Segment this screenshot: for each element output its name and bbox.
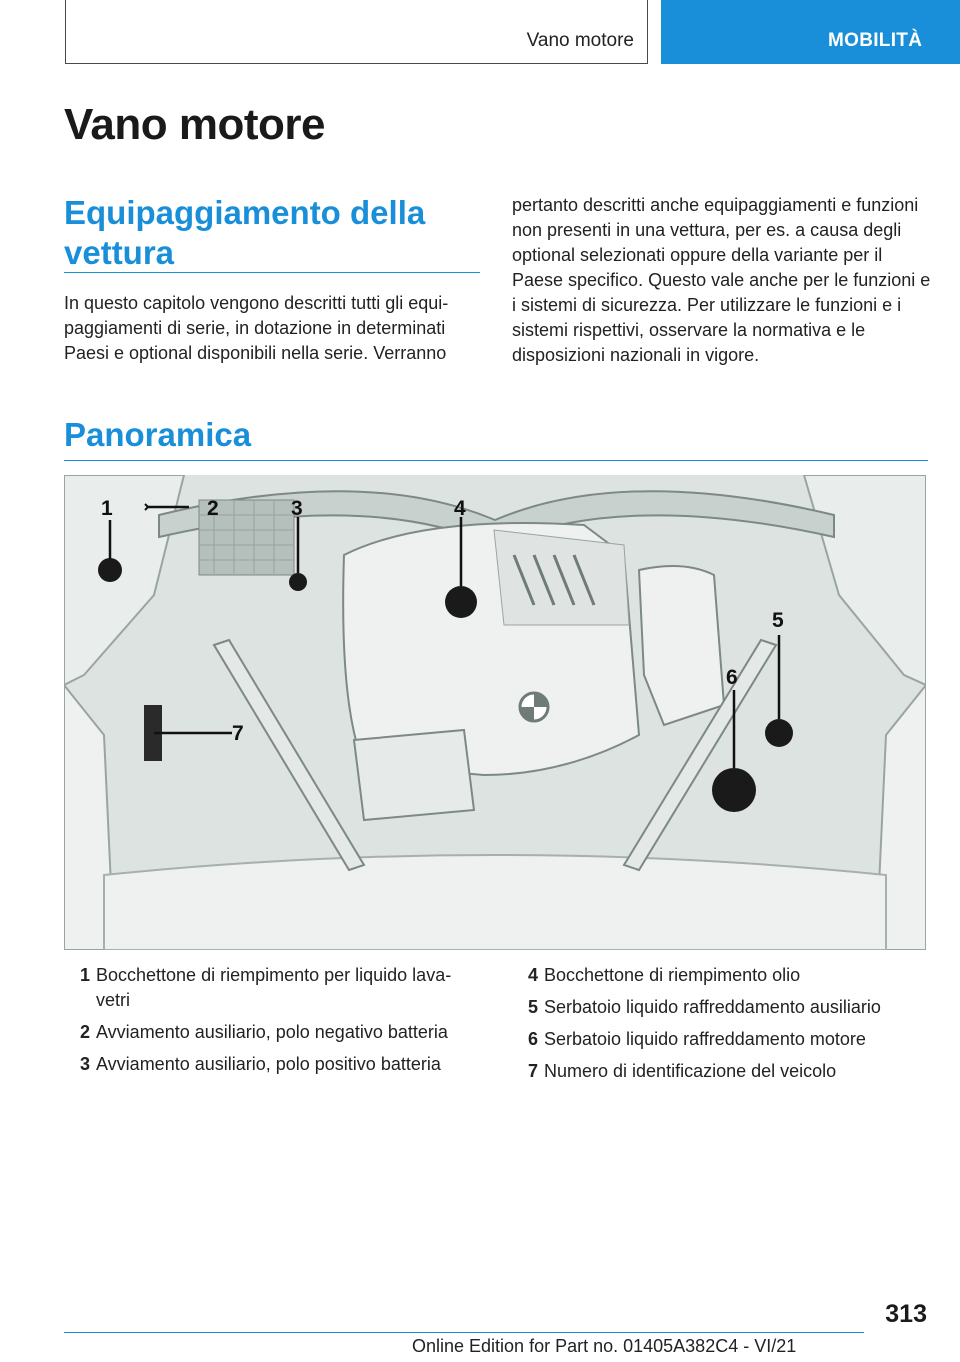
legend-number: 6 xyxy=(527,1029,538,1049)
equipment-text-left: In questo capitolo vengono descritti tutti gli equipaggiamenti di serie, in dotazione in determinati Paesi e optional disponibili nella serie. Verranno xyxy=(64,293,449,363)
footer-divider xyxy=(64,1332,864,1333)
legend-left-column xyxy=(64,963,474,1084)
legend-item xyxy=(512,1027,922,1052)
engine-bay-drawing xyxy=(64,475,926,950)
equipment-text-right: pertanto descritti anche equipaggiamenti e funzioni non presenti in una vettura, per es. a causa degli optional selezionati oppure della variante per il Paese specifico. Questo vale anche per le funzioni e i sistemi di sicurezza. Per utilizzare le funzioni e i sistemi rispettivi, osservare la normativa e le disposizioni nazionali in vigore. xyxy=(512,195,931,365)
header-section-title: Vano motore xyxy=(526,30,634,51)
legend-right-column xyxy=(512,963,922,1091)
legend-number: 7 xyxy=(527,1061,538,1081)
legend-item xyxy=(512,963,922,988)
legend-text: Serbatoio liquido raffreddamento motore xyxy=(544,1029,866,1049)
engine-bay-illustration xyxy=(64,475,926,950)
page-number: 313 xyxy=(885,1300,927,1328)
legend-text: Bocchettone di riempimento olio xyxy=(544,965,801,985)
legend-text: Numero di identificazione del veicolo xyxy=(544,1061,837,1081)
legend-number: 1 xyxy=(79,965,90,985)
callout-2: 2 xyxy=(207,497,219,520)
legend-text: Bocchettone di riempimento per liquido lavavetri xyxy=(96,965,452,1010)
legend-item xyxy=(512,995,922,1020)
legend-number: 2 xyxy=(79,1022,90,1042)
legend-item xyxy=(64,1052,474,1077)
header-chapter-tab[interactable]: MOBILITÀ xyxy=(661,0,960,64)
callout-5: 5 xyxy=(772,609,784,632)
legend-number: 4 xyxy=(527,965,538,985)
callout-6: 6 xyxy=(726,666,738,689)
callout-3: 3 xyxy=(291,497,303,520)
legend-number: 3 xyxy=(79,1054,90,1074)
legend-text: Avviamento ausiliario, polo negativo batteria xyxy=(96,1022,448,1042)
page-title: Vano motore xyxy=(64,100,325,149)
legend-item xyxy=(64,1020,474,1045)
legend-text: Avviamento ausiliario, polo positivo batteria xyxy=(96,1054,441,1074)
legend-text: Serbatoio liquido raffreddamento ausiliario xyxy=(544,997,881,1017)
footer-edition: Online Edition for Part no. 01405A382C4 - VI/21 xyxy=(412,1336,797,1356)
callout-7: 7 xyxy=(232,722,244,745)
legend-number: 5 xyxy=(527,997,538,1017)
section-heading-overview: Panoramica xyxy=(64,416,928,461)
legend-item xyxy=(64,963,474,1013)
callout-1: 1 xyxy=(101,497,113,520)
callout-4: 4 xyxy=(454,497,466,520)
section-heading-equipment: Equipaggiamento della vettura xyxy=(64,193,480,273)
legend-item xyxy=(512,1059,922,1084)
